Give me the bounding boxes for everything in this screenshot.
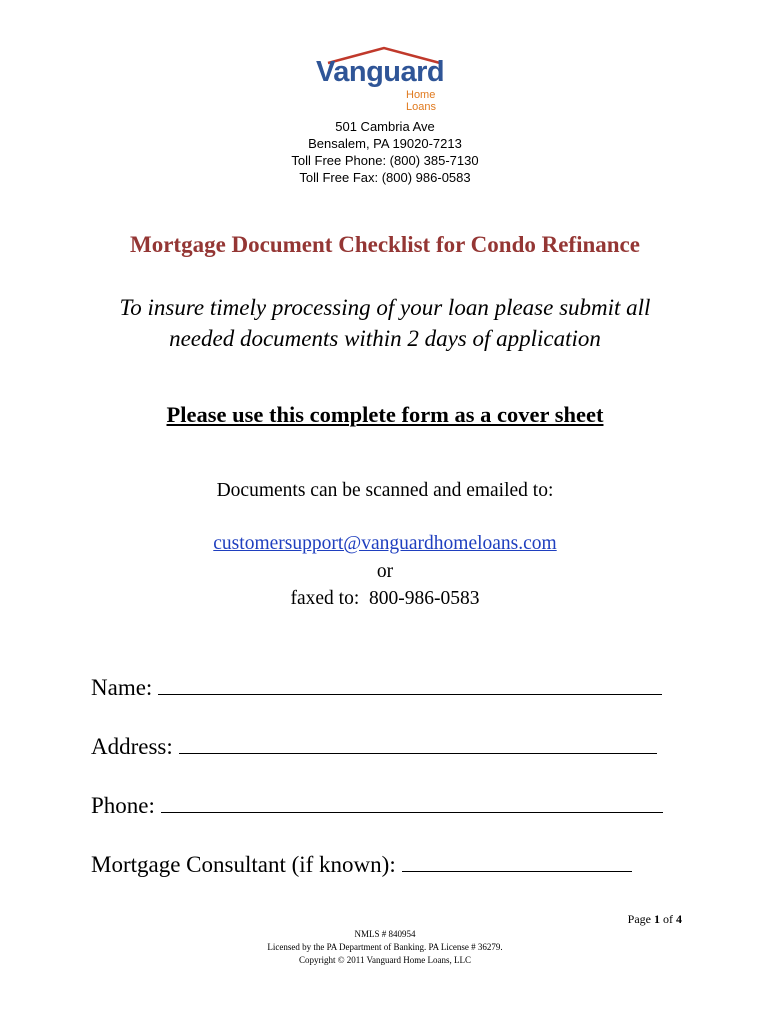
phone-label: Phone: [91, 793, 155, 818]
consultant-label: Mortgage Consultant (if known): [91, 852, 396, 877]
address-label: Address: [91, 734, 173, 759]
toll-free-fax: Toll Free Fax: (800) 986-0583 [299, 170, 471, 185]
company-logo [306, 46, 466, 113]
scan-instructions: Documents can be scanned and emailed to: [216, 480, 554, 501]
address-field [91, 733, 657, 760]
license-text: Licensed by the PA Department of Banking. PA License # 36279. [267, 942, 503, 952]
address-input-line[interactable] [179, 733, 657, 754]
phone-input-line[interactable] [161, 792, 663, 813]
consultant-field [91, 851, 632, 878]
logo-wordmark: Vanguard [316, 56, 445, 88]
page-label: Page [627, 912, 651, 926]
page-current: 1 [654, 912, 660, 926]
logo-subtitle: Home Loans [406, 89, 436, 113]
page-total: 4 [676, 912, 682, 926]
copyright-text: Copyright © 2011 Vanguard Home Loans, LLC [298, 955, 472, 965]
toll-free-phone: Toll Free Phone: (800) 385-7130 [291, 153, 479, 168]
page-number [520, 912, 682, 927]
cover-sheet-note: Please use this complete form as a cover sheet [166, 402, 604, 427]
support-email-link[interactable]: customersupport@vanguardhomeloans.com [213, 533, 557, 554]
phone-field [91, 792, 663, 819]
city-state-zip: Bensalem, PA 19020-7213 [308, 136, 462, 151]
fax-label: faxed to: [290, 588, 360, 609]
intro-line-1: To insure timely processing of your loan please submit all [119, 295, 651, 320]
or-text: or [376, 561, 394, 582]
name-field [91, 674, 662, 701]
document-title: Mortgage Document Checklist for Condo Refinance [130, 232, 640, 257]
street-address: 501 Cambria Ave [335, 119, 435, 134]
name-input-line[interactable] [158, 674, 662, 695]
intro-text [0, 292, 770, 354]
fax-number: 800-986-0583 [369, 588, 480, 609]
consultant-input-line[interactable] [402, 851, 632, 872]
name-label: Name: [91, 675, 153, 700]
intro-line-2: needed documents within 2 days of application [169, 326, 601, 351]
nmls-number: NMLS # 840954 [354, 929, 416, 939]
fax-instructions [0, 588, 770, 610]
page-of: of [663, 912, 673, 926]
